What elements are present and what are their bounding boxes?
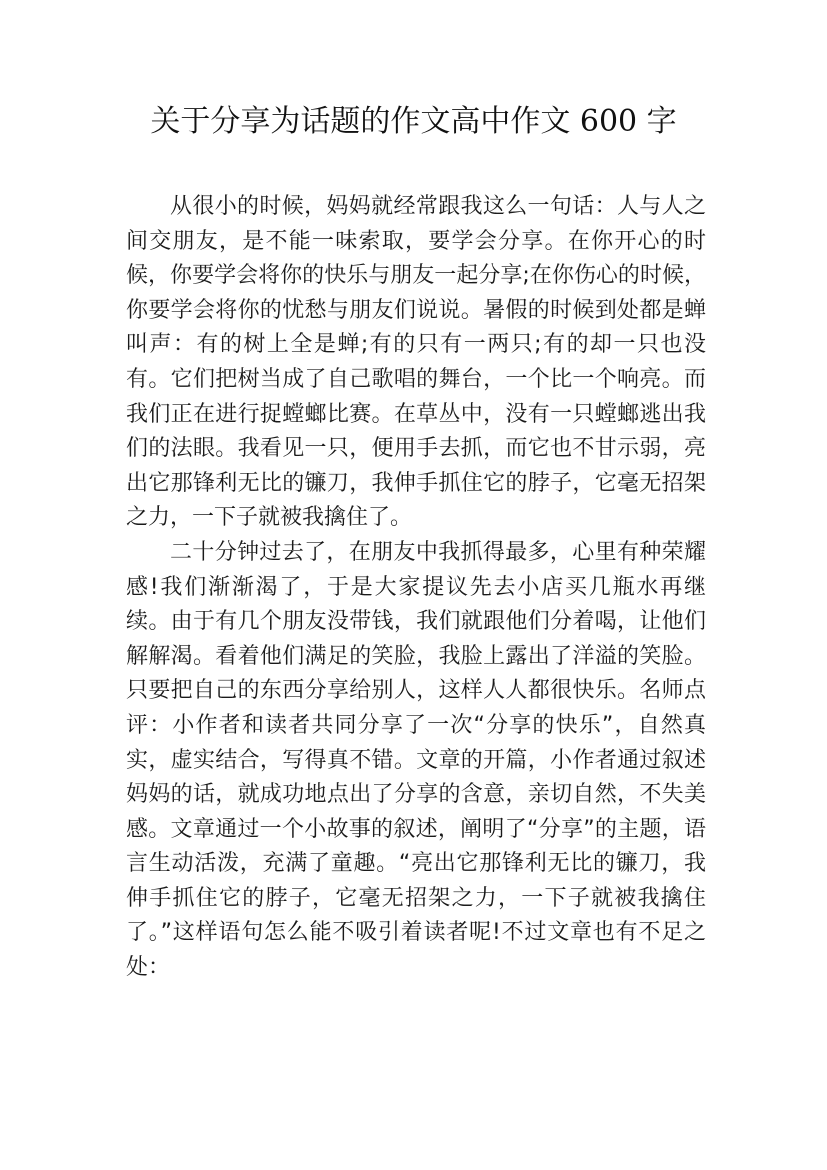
paragraph: 从很小的时候，妈妈就经常跟我这么一句话：人与人之间交朋友，是不能一味索取，要学会分享。在你开心的时候，你要学会将你的快乐与朋友一起分享;在你伤心的时候，你要学会将你的忧愁与朋友们说说。暑假的时候到处都是蝉叫声：有的树上全是蝉;有的只有一两只;有的却一只也没有。它们把树当成了自己歌唱的舞台，一个比一个响亮。而我们正在进行捉螳螂比赛。在草丛中，没有一只螳螂逃出我们的法眼。我看见一只，便用手去抓，而它也不甘示弱，亮出它那锋利无比的镰刀，我伸手抓住它的脖子，它毫无招架之力，一下子就被我擒住了。 (126, 194, 706, 531)
document-title: 关于分享为话题的作文高中作文 600 字 (150, 104, 677, 139)
paragraph: 二十分钟过去了，在朋友中我抓得最多，心里有种荣耀感!我们渐渐渴了，于是大家提议先去小店买几瓶水再继续。由于有几个朋友没带钱，我们就跟他们分着喝，让他们解解渴。看着他们满足的笑脸，我脸上露出了洋溢的笑脸。只要把自己的东西分享给别人，这样人人都很快乐。名师点评：小作者和读者共同分享了一次“分享的快乐”，自然真实，虚实结合，写得真不错。文章的开篇，小作者通过叙述妈妈的话，就成功地点出了分享的含意，亲切自然，不失美感。文章通过一个小故事的叙述，阐明了“分享”的主题，语言生动活泼，充满了童趣。“亮出它那锋利无比的镰刀，我伸手抓住它的脖子，它毫无招架之力，一下子就被我擒住了。”这样语句怎么能不吸引着读者呢!不过文章也有不足之处： (126, 539, 706, 981)
document-body (126, 190, 706, 986)
